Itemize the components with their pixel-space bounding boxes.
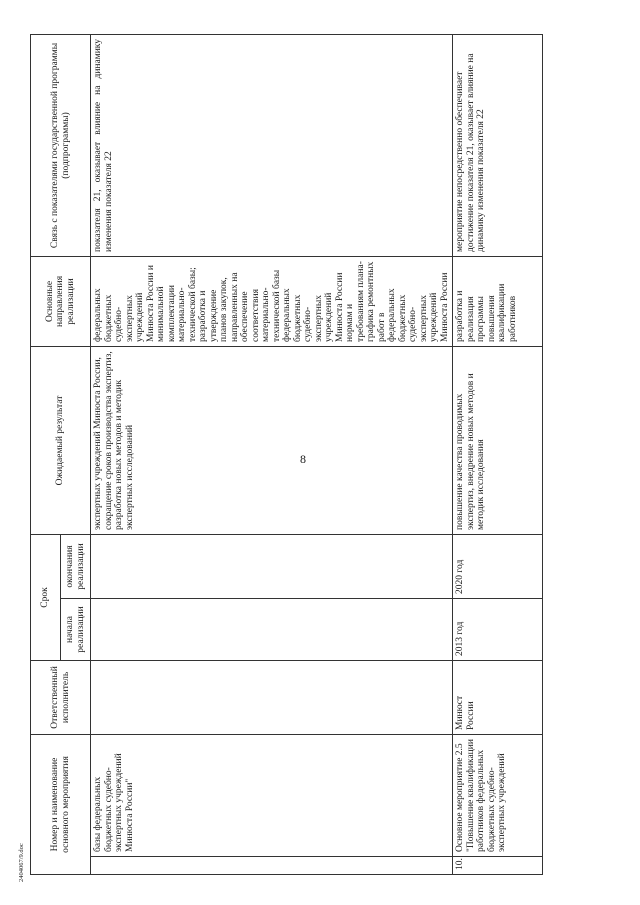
header-name: Номер и наименование основного мероприятия (31, 734, 91, 874)
row-name: Основное мероприятие 2.5 "Повышение квалификации работников федеральных бюджетных судебно-экспертных учреждений (453, 734, 543, 856)
measures-table (30, 34, 543, 875)
row-start: 2013 год (453, 598, 543, 660)
document-footer: 2404067/9.doc (18, 843, 25, 882)
row-link: мероприятие непосредственно обеспечивает достижение показателя 21, оказывает влияние на динамику изменения показателя 22 (453, 34, 543, 256)
header-end: окончания реализации (61, 534, 91, 598)
header-result: Ожидаемый результат (31, 346, 91, 534)
table-row (91, 34, 453, 874)
row-name: базы федеральных бюджетных судебно-экспертных учреждений Минюста России" (91, 734, 453, 856)
row-start (91, 598, 453, 660)
header-executor: Ответственный исполнитель (31, 660, 91, 734)
row-number (91, 857, 453, 875)
row-executor (91, 660, 453, 734)
row-executor: Минюст России (453, 660, 543, 734)
row-result: повышение качества проводимых экспертиз, внедрение новых методов и методик исследования (453, 346, 543, 534)
row-link: показателя 21, оказывает влияние на динамику изменения показателя 22 (91, 34, 453, 256)
table-row (453, 34, 543, 874)
rotated-table-page (30, 35, 590, 875)
row-directions: федеральных бюджетных судебно-экспертных учреждений Минюста России и минимальной комплектации материально-технической базы; разработка и утверждение планов закупок, направленных на обеспечение соответствия материально-технической базы федеральных бюджетных судебно-экспертных учреждений Минюста России нормам и требованиям плана-графика ремонтных работ в федеральных бюджетных судебно-экспертных учреждений Минюста России (91, 256, 453, 346)
row-directions: разработка и реализация программы повышения квалификации работников (453, 256, 543, 346)
row-end (91, 534, 453, 598)
row-result: экспертных учреждений Минюста России, сокращение сроков производства экспертиз, разработка новых методов и методик экспертных исследований (91, 346, 453, 534)
header-link: Связь с показателями государственной программы (подпрограммы) (31, 34, 91, 256)
row-end: 2020 год (453, 534, 543, 598)
header-start: начала реализации (61, 598, 91, 660)
page-number: 8 (300, 452, 306, 466)
header-directions: Основные направления реализации (31, 256, 91, 346)
row-number: 10. (453, 857, 543, 875)
header-term: Срок (31, 534, 61, 660)
